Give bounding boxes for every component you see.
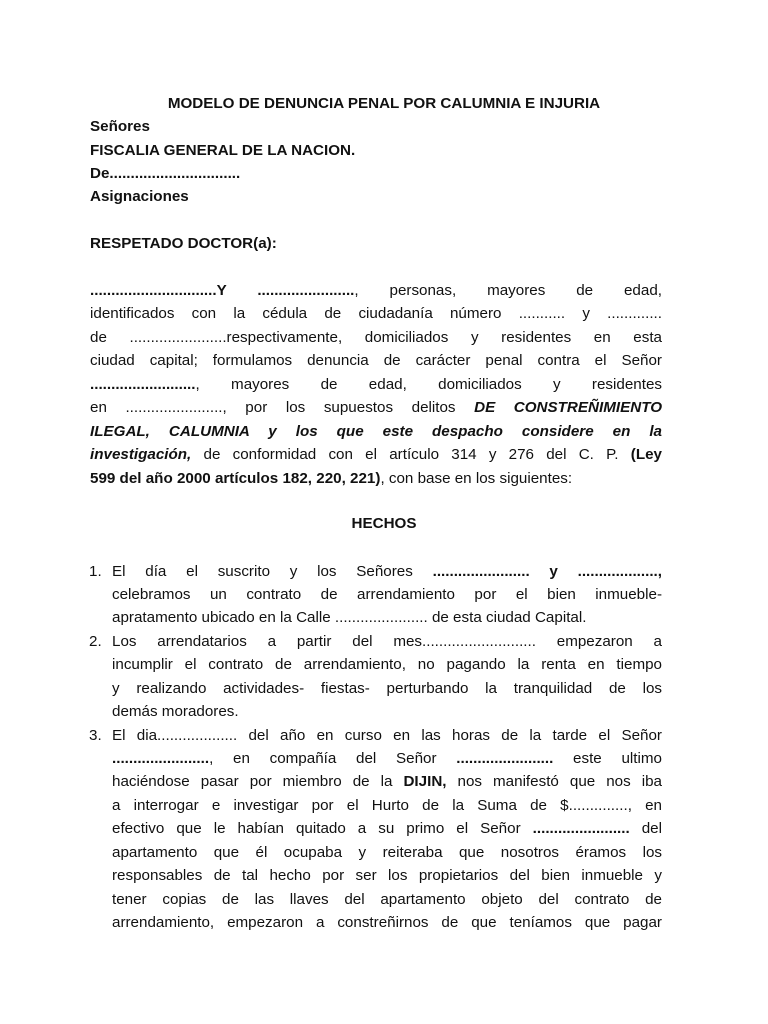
- item-3-line-7: responsables de tal hecho por ser los propietarios del bien inmueble y: [112, 867, 662, 884]
- item-1-line-2: celebramos un contrato de arrendamiento por el bien inmueble-: [112, 586, 662, 603]
- item-2-line-1: Los arrendatarios a partir del mes........................... empezaron a: [112, 633, 662, 650]
- item-3-line-8: tener copias de las llaves del apartamento objeto del contrato de: [112, 891, 662, 908]
- intro-line-5: ........................., mayores de edad, domiciliados y residentes: [90, 376, 662, 393]
- intro-line-3: de .......................respectivamente, domiciliados y residentes en esta: [90, 329, 662, 346]
- intro-line-4: ciudad capital; formulamos denuncia de carácter penal contra el Señor: [90, 352, 662, 369]
- item-1-line-3: apratamento ubicado en la Calle ...................... de esta ciudad Capital.: [112, 609, 587, 626]
- intro-line-6: en ......................., por los supuestos delitos DE CONSTREÑIMIENTO: [90, 399, 663, 416]
- item-number-1: 1.: [89, 563, 102, 580]
- addressee-asignaciones: Asignaciones: [90, 188, 189, 205]
- intro-line-7: ILEGAL, CALUMNIA y los que este despacho considere en la: [90, 423, 662, 440]
- addressee-de: De...............................: [90, 165, 241, 182]
- item-3-line-4: a interrogar e investigar por el Hurto de la Suma de $.............., en: [112, 797, 662, 814]
- salutation: RESPETADO DOCTOR(a):: [90, 235, 277, 252]
- item-3-line-5: efectivo que le habían quitado a su primo el Señor ....................... del: [112, 820, 662, 837]
- intro-line-1: ..............................Y ......................., personas, mayores de edad,: [90, 282, 662, 299]
- hechos-heading: HECHOS: [351, 515, 417, 532]
- item-3-line-3: haciéndose pasar por miembro de la DIJIN, nos manifestó que nos iba: [112, 773, 662, 790]
- item-3-line-9: arrendamiento, empezaron a constreñirnos de que teníamos que pagar: [112, 914, 662, 931]
- item-2-line-4: demás moradores.: [112, 703, 239, 720]
- item-2-line-3: y realizando actividades- fiestas- perturbando la tranquilidad de los: [112, 680, 662, 697]
- item-number-2: 2.: [89, 633, 102, 650]
- item-3-line-6: apartamento que él ocupaba y reiteraba que nosotros éramos los: [112, 844, 662, 861]
- document-title: MODELO DE DENUNCIA PENAL POR CALUMNIA E INJURIA: [167, 95, 601, 112]
- intro-line-9: 599 del año 2000 artículos 182, 220, 221), con base en los siguientes:: [90, 470, 573, 487]
- intro-line-2: identificados con la cédula de ciudadanía número ........... y .............: [90, 305, 662, 322]
- item-3-line-2: ......................., en compañía del Señor ....................... este ultimo: [112, 750, 662, 767]
- item-number-3: 3.: [89, 727, 102, 744]
- intro-line-8: investigación, de conformidad con el artículo 314 y 276 del C. P. (Ley: [90, 446, 662, 463]
- addressee-fiscalia: FISCALIA GENERAL DE LA NACION.: [90, 142, 356, 159]
- item-1-line-1: El día el suscrito y los Señores ....................... y ...................,: [112, 563, 662, 580]
- item-2-line-2: incumplir el contrato de arrendamiento, no pagando la renta en tiempo: [112, 656, 662, 673]
- addressee-senores: Señores: [90, 118, 150, 135]
- item-3-line-1: El dia................... del año en curso en las horas de la tarde el Señor: [112, 727, 662, 744]
